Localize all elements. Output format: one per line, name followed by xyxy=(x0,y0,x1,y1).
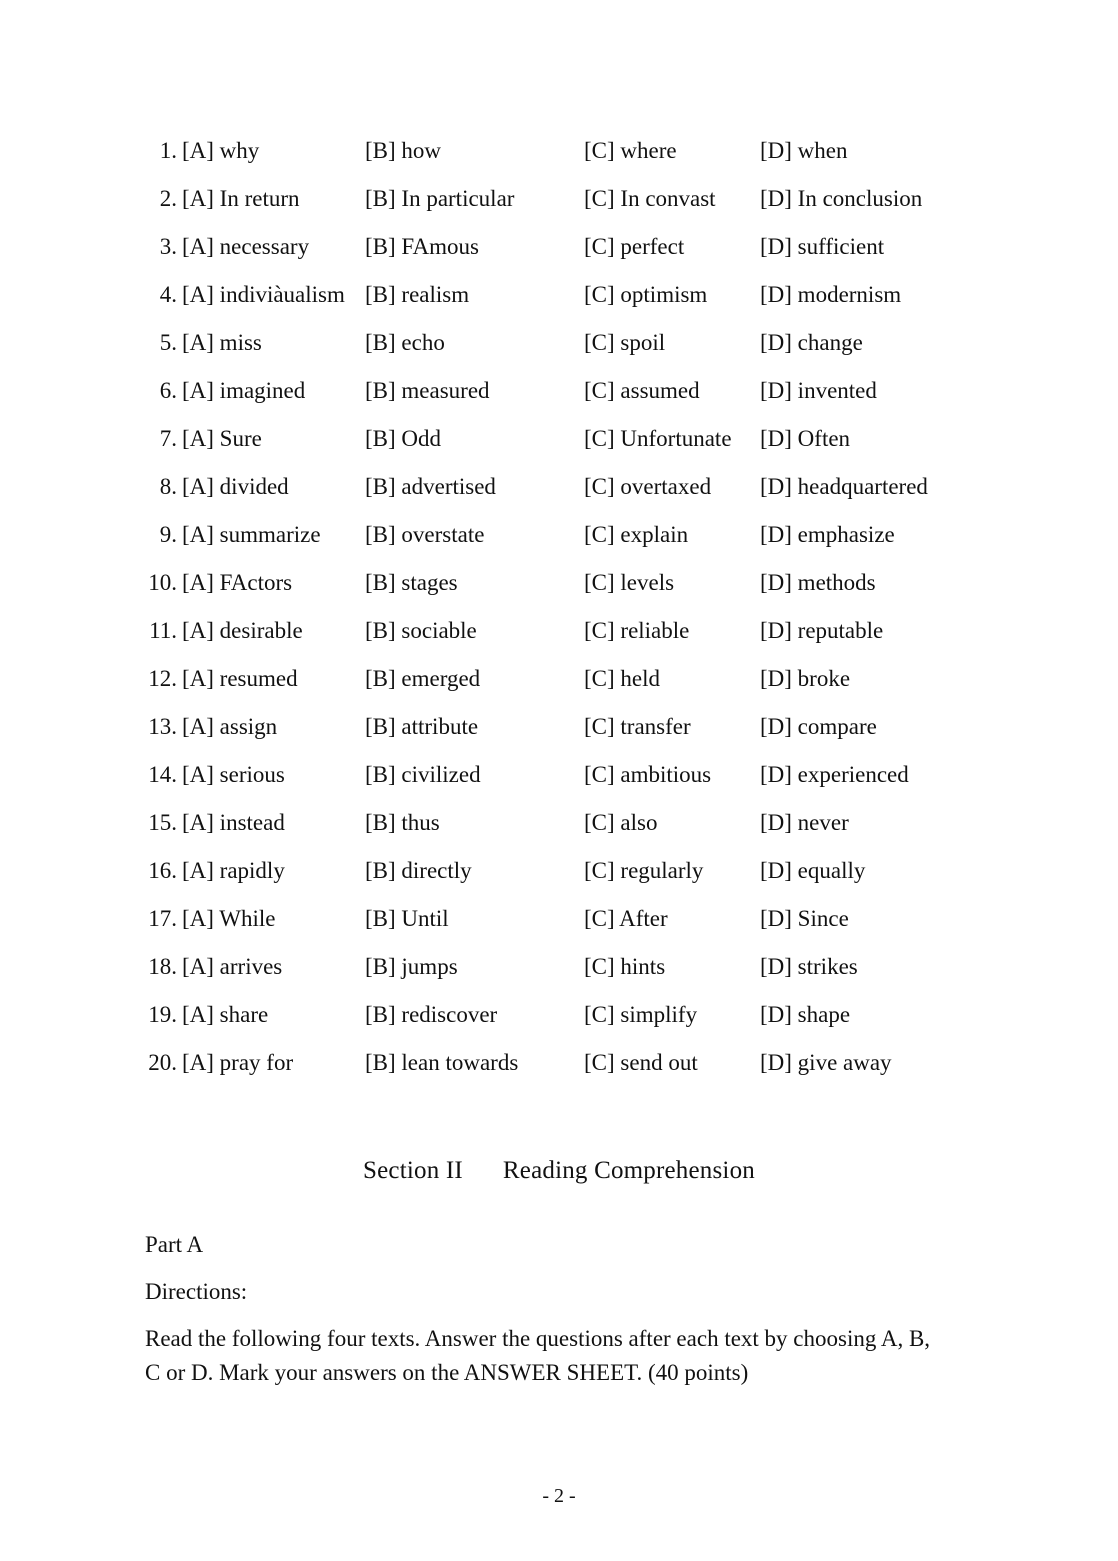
option-b: [B] jumps xyxy=(365,954,458,979)
option-c: [C] hints xyxy=(584,954,666,979)
option-d: [D] In conclusion xyxy=(760,186,923,211)
option-b: [B] realism xyxy=(365,282,470,307)
question-number: 7. xyxy=(159,426,177,451)
option-d: [D] sufficient xyxy=(760,234,885,259)
option-b: [B] Until xyxy=(365,906,449,931)
option-a: [A] assign xyxy=(182,714,278,739)
option-b: [B] stages xyxy=(365,570,458,595)
option-d: [D] experienced xyxy=(760,762,909,787)
option-c: [C] overtaxed xyxy=(584,474,712,499)
option-a: [A] indiviàualism xyxy=(182,282,345,307)
question-row xyxy=(0,850,1118,898)
option-d: [D] broke xyxy=(760,666,851,691)
option-b: [B] civilized xyxy=(365,762,481,787)
page-number: - 2 - xyxy=(542,1485,576,1507)
option-c: [C] send out xyxy=(584,1050,698,1075)
question-number: 19. xyxy=(148,1002,177,1027)
question-row xyxy=(0,1042,1118,1090)
option-d: [D] strikes xyxy=(760,954,858,979)
option-a: [A] serious xyxy=(182,762,285,787)
option-b: [B] attribute xyxy=(365,714,479,739)
option-b: [B] echo xyxy=(365,330,445,355)
option-d: [D] Often xyxy=(760,426,851,451)
question-row xyxy=(0,706,1118,754)
section-title: Reading Comprehension xyxy=(502,1157,755,1184)
question-row xyxy=(0,418,1118,466)
option-a: [A] resumed xyxy=(182,666,298,691)
option-c: [C] regularly xyxy=(584,858,704,883)
option-b: [B] overstate xyxy=(365,522,485,547)
option-a: [A] desirable xyxy=(182,618,303,643)
option-c: [C] After xyxy=(584,906,668,931)
option-d: [D] emphasize xyxy=(760,522,895,547)
option-d: [D] Since xyxy=(760,906,849,931)
question-row xyxy=(0,514,1118,562)
option-c: [C] levels xyxy=(584,570,675,595)
option-a: [A] share xyxy=(182,1002,269,1027)
option-b: [B] lean towards xyxy=(365,1050,519,1075)
question-number: 1. xyxy=(159,138,177,163)
option-c: [C] optimism xyxy=(584,282,708,307)
option-d: [D] reputable xyxy=(760,618,884,643)
option-c: [C] held xyxy=(584,666,661,691)
question-row xyxy=(0,274,1118,322)
option-b: [B] thus xyxy=(365,810,440,835)
option-a: [A] In return xyxy=(182,186,300,211)
question-row xyxy=(0,562,1118,610)
question-number: 6. xyxy=(159,378,177,403)
question-row xyxy=(0,178,1118,226)
question-number: 12. xyxy=(148,666,177,691)
question-row xyxy=(0,898,1118,946)
option-a: [A] divided xyxy=(182,474,289,499)
option-d: [D] change xyxy=(760,330,863,355)
option-a: [A] miss xyxy=(182,330,262,355)
option-c: [C] spoil xyxy=(584,330,666,355)
question-row xyxy=(0,466,1118,514)
question-row xyxy=(0,370,1118,418)
question-number: 4. xyxy=(159,282,177,307)
option-c: [C] transfer xyxy=(584,714,691,739)
option-b: [B] how xyxy=(365,138,442,163)
question-number: 15. xyxy=(148,810,177,835)
option-a: [A] necessary xyxy=(182,234,310,259)
section-heading xyxy=(0,1157,1118,1185)
option-d: [D] compare xyxy=(760,714,877,739)
question-number: 13. xyxy=(148,714,177,739)
option-c: [C] Unfortunate xyxy=(584,426,732,451)
option-c: [C] ambitious xyxy=(584,762,712,787)
question-row xyxy=(0,130,1118,178)
option-b: [B] advertised xyxy=(365,474,496,499)
option-a: [A] Sure xyxy=(182,426,262,451)
question-row xyxy=(0,946,1118,994)
question-number: 2. xyxy=(159,186,177,211)
option-d: [D] modernism xyxy=(760,282,902,307)
option-a: [A] summarize xyxy=(182,522,321,547)
option-c: [C] In convast xyxy=(584,186,716,211)
option-b: [B] FAmous xyxy=(365,234,479,259)
option-c: [C] simplify xyxy=(584,1002,698,1027)
question-number: 3. xyxy=(159,234,177,259)
question-row xyxy=(0,610,1118,658)
question-row xyxy=(0,754,1118,802)
option-d: [D] methods xyxy=(760,570,876,595)
option-d: [D] equally xyxy=(760,858,866,883)
option-c: [C] explain xyxy=(584,522,689,547)
question-list xyxy=(0,130,1118,1090)
option-a: [A] While xyxy=(182,906,276,931)
option-b: [B] measured xyxy=(365,378,490,403)
option-b: [B] rediscover xyxy=(365,1002,498,1027)
question-number: 20. xyxy=(148,1050,177,1075)
option-d: [D] when xyxy=(760,138,848,163)
directions-text: Read the following four texts. Answer the questions after each text by choosing A, B, C or D. Mark your answers on the ANSWER SHEET. (40 points) xyxy=(145,1326,931,1385)
question-number: 10. xyxy=(148,570,177,595)
option-a: [A] rapidly xyxy=(182,858,285,883)
part-heading: Part A xyxy=(145,1232,204,1257)
option-d: [D] give away xyxy=(760,1050,892,1075)
question-number: 17. xyxy=(148,906,177,931)
option-a: [A] FActors xyxy=(182,570,293,595)
option-c: [C] reliable xyxy=(584,618,690,643)
option-c: [C] assumed xyxy=(584,378,700,403)
option-c: [C] perfect xyxy=(584,234,685,259)
option-b: [B] emerged xyxy=(365,666,481,691)
question-number: 18. xyxy=(148,954,177,979)
question-row xyxy=(0,802,1118,850)
question-row xyxy=(0,226,1118,274)
question-number: 5. xyxy=(159,330,177,355)
question-row xyxy=(0,994,1118,1042)
option-d: [D] headquartered xyxy=(760,474,928,499)
question-number: 14. xyxy=(148,762,177,787)
option-d: [D] invented xyxy=(760,378,877,403)
option-a: [A] why xyxy=(182,138,260,163)
option-c: [C] where xyxy=(584,138,677,163)
option-a: [A] arrives xyxy=(182,954,283,979)
question-number: 16. xyxy=(148,858,177,883)
option-b: [B] Odd xyxy=(365,426,442,451)
option-b: [B] In particular xyxy=(365,186,515,211)
option-a: [A] pray for xyxy=(182,1050,294,1075)
question-row xyxy=(0,322,1118,370)
question-number: 9. xyxy=(159,522,177,547)
option-a: [A] imagined xyxy=(182,378,306,403)
option-b: [B] sociable xyxy=(365,618,477,643)
option-d: [D] shape xyxy=(760,1002,851,1027)
option-b: [B] directly xyxy=(365,858,472,883)
directions-label: Directions: xyxy=(145,1279,248,1304)
question-row xyxy=(0,658,1118,706)
section-label: Section II xyxy=(363,1157,463,1184)
option-d: [D] never xyxy=(760,810,849,835)
question-number: 11. xyxy=(149,618,177,643)
option-a: [A] instead xyxy=(182,810,285,835)
question-number: 8. xyxy=(159,474,177,499)
option-c: [C] also xyxy=(584,810,658,835)
